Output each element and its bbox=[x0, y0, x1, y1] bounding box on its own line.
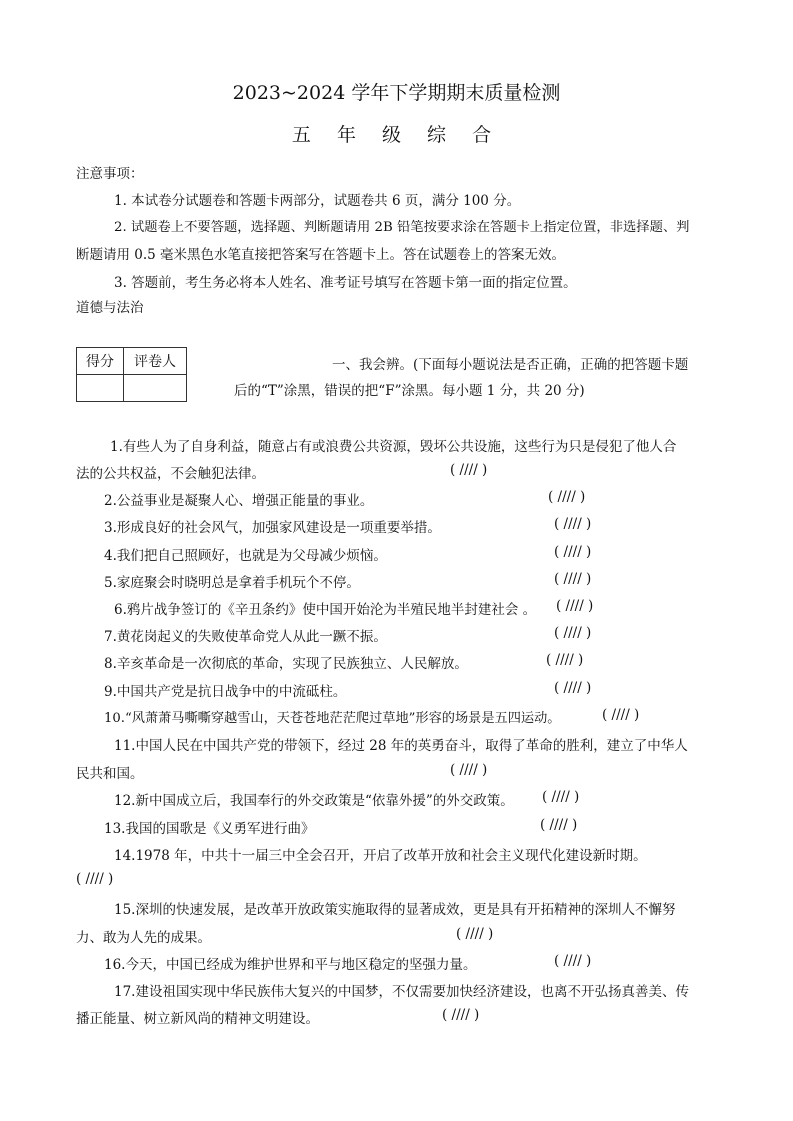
question-17-answer: ( //// ) bbox=[442, 1007, 480, 1023]
question-10-answer: ( //// ) bbox=[602, 707, 640, 723]
question-7-text: 7.黄花岗起义的失败使革命党人从此一蹶不振。 bbox=[104, 629, 387, 645]
note-line-2b: 断题请用 0.5 毫米黑色水笔直接把答案写在答题卡上。答在试题卷上的答案无效。 bbox=[76, 247, 566, 263]
question-5-answer: ( //// ) bbox=[554, 571, 592, 587]
question-16-text: 16.今天，中国已经成为维护世界和平与地区稳定的坚强力量。 bbox=[104, 957, 477, 973]
grader-cell[interactable] bbox=[124, 375, 187, 402]
question-8-text: 8.辛亥革命是一次彻底的革命，实现了民族独立、人民解放。 bbox=[104, 656, 468, 672]
question-2-answer: ( //// ) bbox=[548, 489, 586, 505]
question-3-text: 3.形成良好的社会风气，加强家风建设是一项重要举措。 bbox=[104, 520, 441, 536]
note-line-3: 3. 答题前，考生务必将本人姓名、准考证号填写在答题卡第一面的指定位置。 bbox=[114, 275, 577, 291]
section-heading-line2: 后的“T”涂黑，错误的把“F”涂黑。每小题 1 分，共 20 分) bbox=[234, 383, 585, 399]
question-6-text: 6.鸦片战争签订的《辛丑条约》使中国开始沦为半殖民地半封建社会 。 bbox=[114, 602, 537, 618]
question-16-answer: ( //// ) bbox=[554, 953, 592, 969]
question-15-text-cont: 力、敢为人先的成果。 bbox=[76, 930, 211, 946]
question-11-answer: ( //// ) bbox=[450, 762, 488, 778]
question-9-answer: ( //// ) bbox=[554, 680, 592, 696]
question-14-answer: ( //// ) bbox=[76, 871, 114, 887]
score-cell[interactable] bbox=[77, 375, 124, 402]
note-line-1: 1. 本试卷分试题卷和答题卡两部分，试题卷共 6 页，满分 100 分。 bbox=[114, 193, 521, 209]
question-10-text: 10.“风萧萧马嘶嘶穿越雪山，天苍苍地茫茫爬过草地”形容的场景是五四运动。 bbox=[104, 711, 561, 726]
score-header: 得分 bbox=[77, 348, 124, 375]
question-3-answer: ( //// ) bbox=[554, 516, 592, 532]
question-14-text: 14.1978 年，中共十一届三中全会召开，开启了改革开放和社会主义现代化建设新时期。 bbox=[114, 848, 647, 864]
notes-heading: 注意事项： bbox=[76, 166, 144, 182]
question-8-answer: ( //// ) bbox=[546, 652, 584, 668]
question-15-text: 15.深圳的快速发展，是改革开放政策实施取得的显著成效，更是具有开拓精神的深圳人不懈努 bbox=[114, 902, 676, 918]
question-9-text: 9.中国共产党是抗日战争中的中流砥柱。 bbox=[104, 684, 347, 700]
grader-header: 评卷人 bbox=[124, 348, 187, 375]
question-1-text-cont: 法的公共权益，不会触犯法律。 bbox=[76, 466, 265, 482]
question-1-answer: ( //// ) bbox=[450, 462, 488, 478]
exam-title: 2023~2024 学年下学期期末质量检测 bbox=[232, 82, 561, 104]
question-17-text: 17.建设祖国实现中华民族伟大复兴的中国梦，不仅需要加快经济建设，也离不开弘扬真善美、传 bbox=[114, 984, 689, 1000]
note-line-2a: 2. 试题卷上不要答题，选择题、判断题请用 2B 铅笔按要求涂在答题卡上指定位置，非选择题、判 bbox=[114, 220, 690, 235]
subject-label: 道德与法治 bbox=[76, 300, 144, 316]
question-4-answer: ( //// ) bbox=[554, 544, 592, 560]
question-2-text: 2.公益事业是凝聚人心、增强正能量的事业。 bbox=[104, 493, 374, 509]
question-11-text: 11.中国人民在中国共产党的带领下，经过 28 年的英勇奋斗，取得了革命的胜利，建立了中华人 bbox=[114, 738, 688, 754]
question-6-answer: ( //// ) bbox=[556, 598, 594, 614]
question-13-answer: ( //// ) bbox=[540, 817, 578, 833]
question-1-text: 1.有些人为了自身利益，随意占有或浪费公共资源，毁坏公共设施，这些行为只是侵犯了他人合 bbox=[110, 439, 677, 455]
score-box bbox=[76, 347, 187, 402]
question-15-answer: ( //// ) bbox=[456, 926, 494, 942]
exam-subtitle: 五 年 级 综 合 bbox=[291, 124, 502, 146]
question-13-text: 13.我国的国歌是《义勇军进行曲》 bbox=[104, 821, 315, 837]
question-11-text-cont: 民共和国。 bbox=[76, 766, 144, 782]
question-4-text: 4.我们把自己照顾好，也就是为父母减少烦恼。 bbox=[104, 548, 387, 564]
section-heading-line1: 一、我会辨。(下面每小题说法是否正确，正确的把答题卡题 bbox=[332, 357, 689, 373]
question-17-text-cont: 播正能量、树立新风尚的精神文明建设。 bbox=[76, 1011, 319, 1027]
question-12-text: 12.新中国成立后，我国奉行的外交政策是“依靠外援”的外交政策。 bbox=[114, 793, 514, 809]
question-12-answer: ( //// ) bbox=[542, 789, 580, 805]
question-5-text: 5.家庭聚会时晓明总是拿着手机玩个不停。 bbox=[104, 575, 360, 591]
question-7-answer: ( //// ) bbox=[554, 625, 592, 641]
